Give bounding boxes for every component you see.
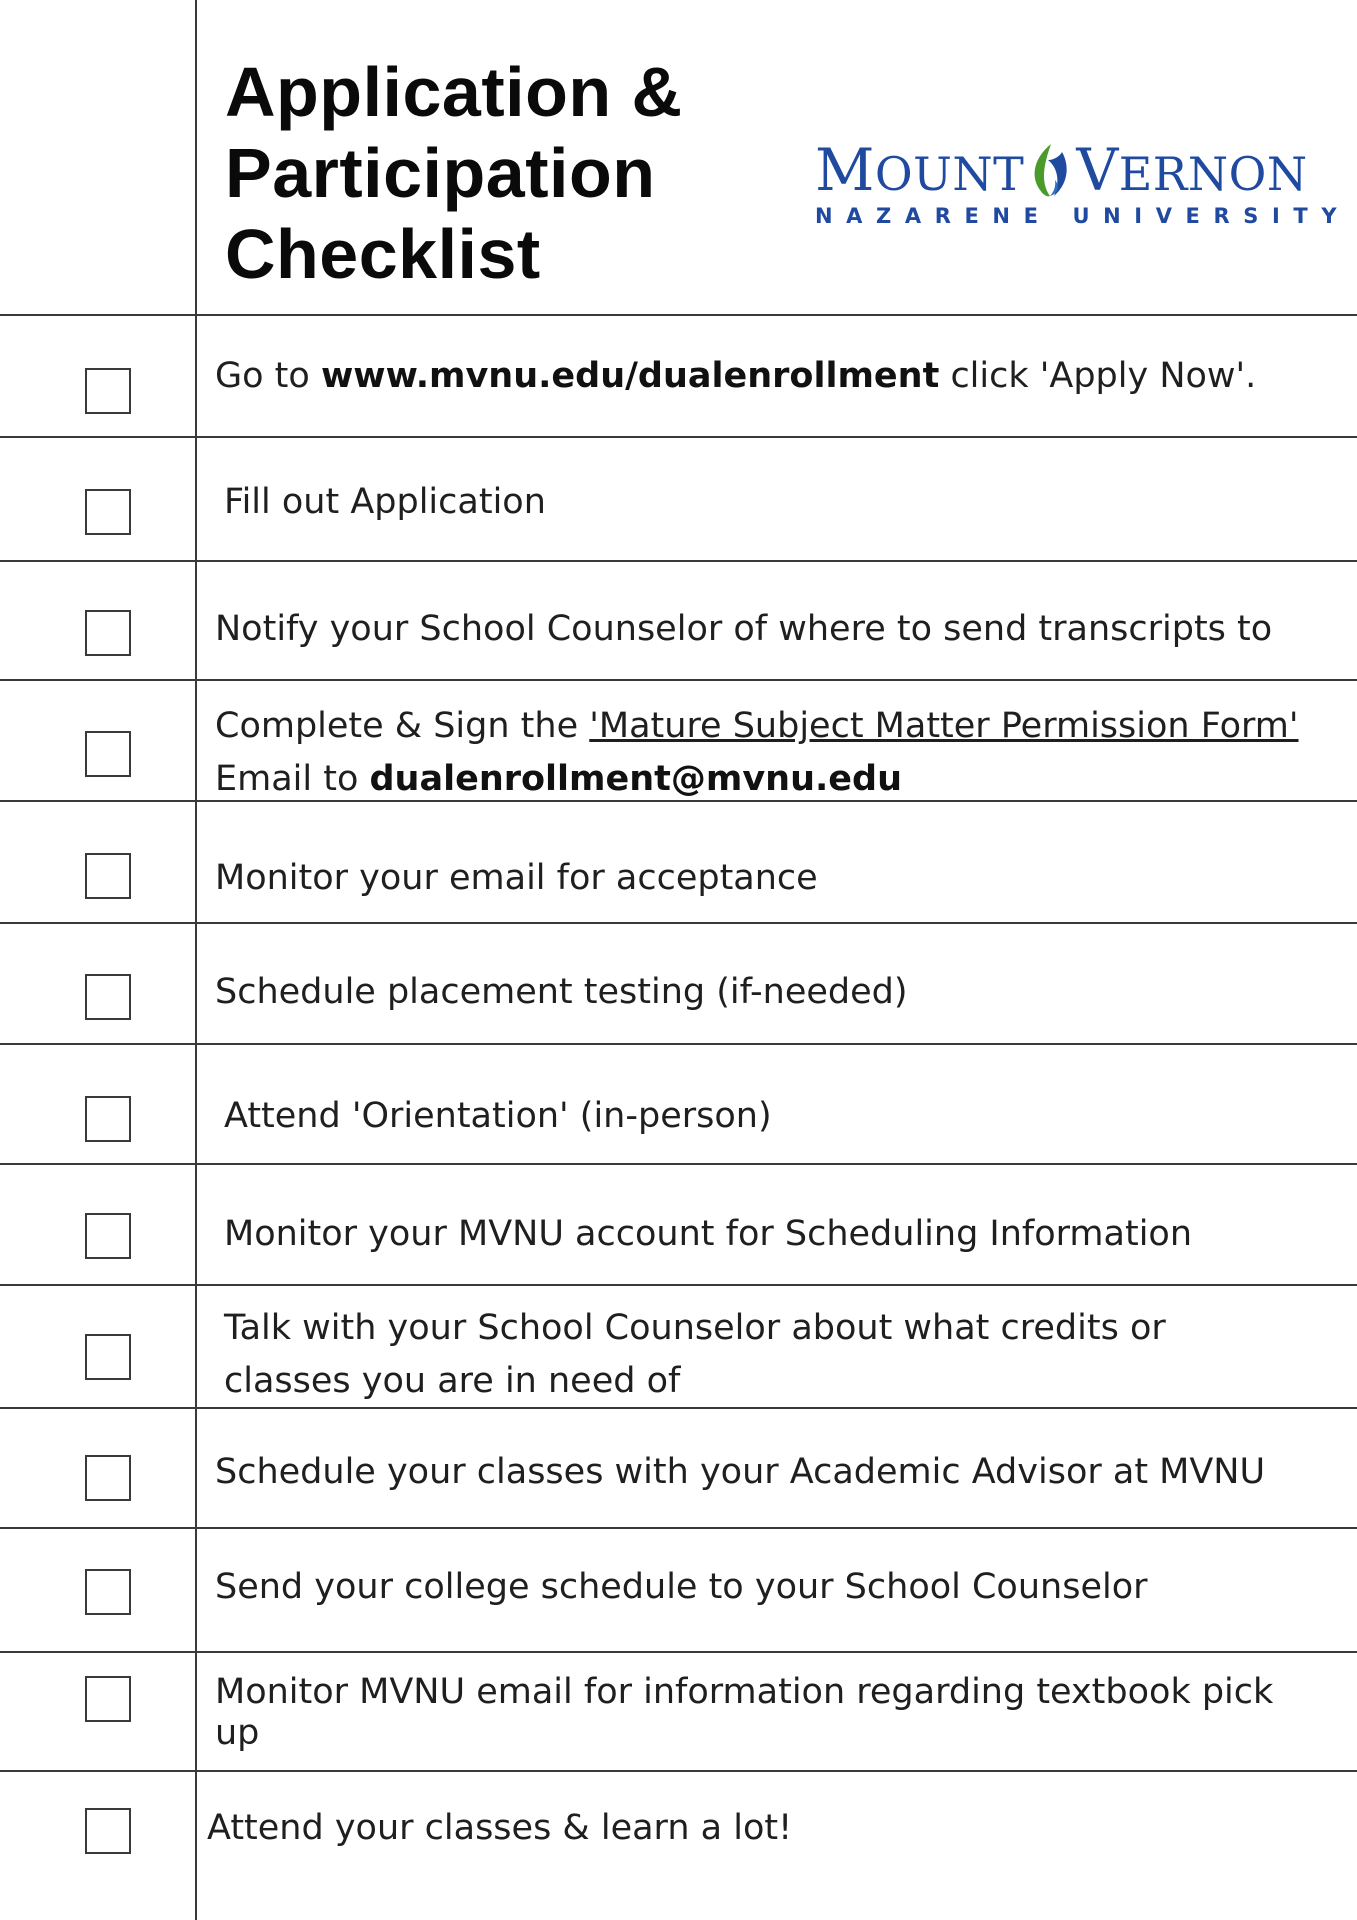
title-line-2: Participation	[225, 134, 656, 212]
checkbox[interactable]	[85, 853, 131, 899]
checklist-item-text: Notify your School Counselor of where to send transcripts to	[215, 609, 1273, 649]
checklist-item-text: Attend 'Orientation' (in-person)	[224, 1096, 772, 1136]
checklist-item-3	[0, 562, 1357, 681]
checklist-item-8	[0, 1165, 1357, 1286]
university-logo	[815, 136, 1351, 238]
checklist-item-text: Schedule your classes with your Academic Advisor at MVNU	[215, 1452, 1266, 1492]
page-title	[225, 52, 683, 295]
checklist-item-6	[0, 924, 1357, 1045]
permission-form-link[interactable]: 'Mature Subject Matter Permission Form'	[589, 706, 1299, 746]
checkbox[interactable]	[85, 1808, 131, 1854]
checklist-item-text: Talk with your School Counselor about what credits or	[224, 1308, 1166, 1348]
website-link[interactable]: www.mvnu.edu/dualenrollment	[320, 356, 940, 396]
checklist-item-text: Monitor your MVNU account for Scheduling Information	[224, 1214, 1193, 1254]
checkbox[interactable]	[85, 974, 131, 1020]
logo-wordmark: MOUNT VERNON	[815, 136, 1308, 204]
checklist-item-12	[0, 1653, 1357, 1772]
checklist-item-text: Schedule placement testing (if-needed)	[215, 972, 908, 1012]
checkbox[interactable]	[85, 1676, 131, 1722]
checklist-item-11	[0, 1529, 1357, 1653]
checklist-item-10	[0, 1409, 1357, 1529]
checklist-item-text: Monitor MVNU email for information regarding textbook pick	[215, 1672, 1274, 1712]
page-header	[0, 0, 1357, 316]
checklist-item-text-line-2: classes you are in need of	[224, 1361, 681, 1401]
checklist-item-1	[0, 316, 1357, 438]
checkbox[interactable]	[85, 731, 131, 777]
email-address[interactable]: dualenrollment@mvnu.edu	[369, 759, 903, 799]
checklist-item-text-line-2: up	[215, 1713, 260, 1753]
checkbox[interactable]	[85, 489, 131, 535]
checklist-item-text: Send your college schedule to your School Counselor	[215, 1567, 1148, 1607]
checkbox[interactable]	[85, 1096, 131, 1142]
checklist-item-text: Monitor your email for acceptance	[215, 858, 818, 898]
checklist-item-text: Go to www.mvnu.edu/dualenrollment click 'Apply Now'.	[215, 356, 1257, 396]
checklist-item-text-line-2: Email to dualenrollment@mvnu.edu	[215, 759, 903, 799]
checklist-item-text: Attend your classes & learn a lot!	[207, 1808, 793, 1848]
checkbox[interactable]	[85, 368, 131, 414]
flame-icon	[1026, 142, 1074, 198]
checklist-item-5	[0, 802, 1357, 924]
checklist-item-4	[0, 681, 1357, 802]
title-line-1: Application &	[225, 53, 683, 131]
checkbox[interactable]	[85, 1455, 131, 1501]
checklist-item-9	[0, 1286, 1357, 1409]
checkbox[interactable]	[85, 1569, 131, 1615]
checklist-item-13	[0, 1772, 1357, 1920]
checklist-item-2	[0, 438, 1357, 562]
checklist-item-text: Complete & Sign the 'Mature Subject Matter Permission Form'	[215, 706, 1299, 746]
logo-subtitle: NAZARENE UNIVERSITY	[815, 204, 1351, 228]
checkbox[interactable]	[85, 610, 131, 656]
checkbox[interactable]	[85, 1213, 131, 1259]
title-line-3: Checklist	[225, 215, 541, 293]
checklist-item-text: Fill out Application	[224, 482, 546, 522]
checklist-item-7	[0, 1045, 1357, 1165]
checkbox[interactable]	[85, 1334, 131, 1380]
